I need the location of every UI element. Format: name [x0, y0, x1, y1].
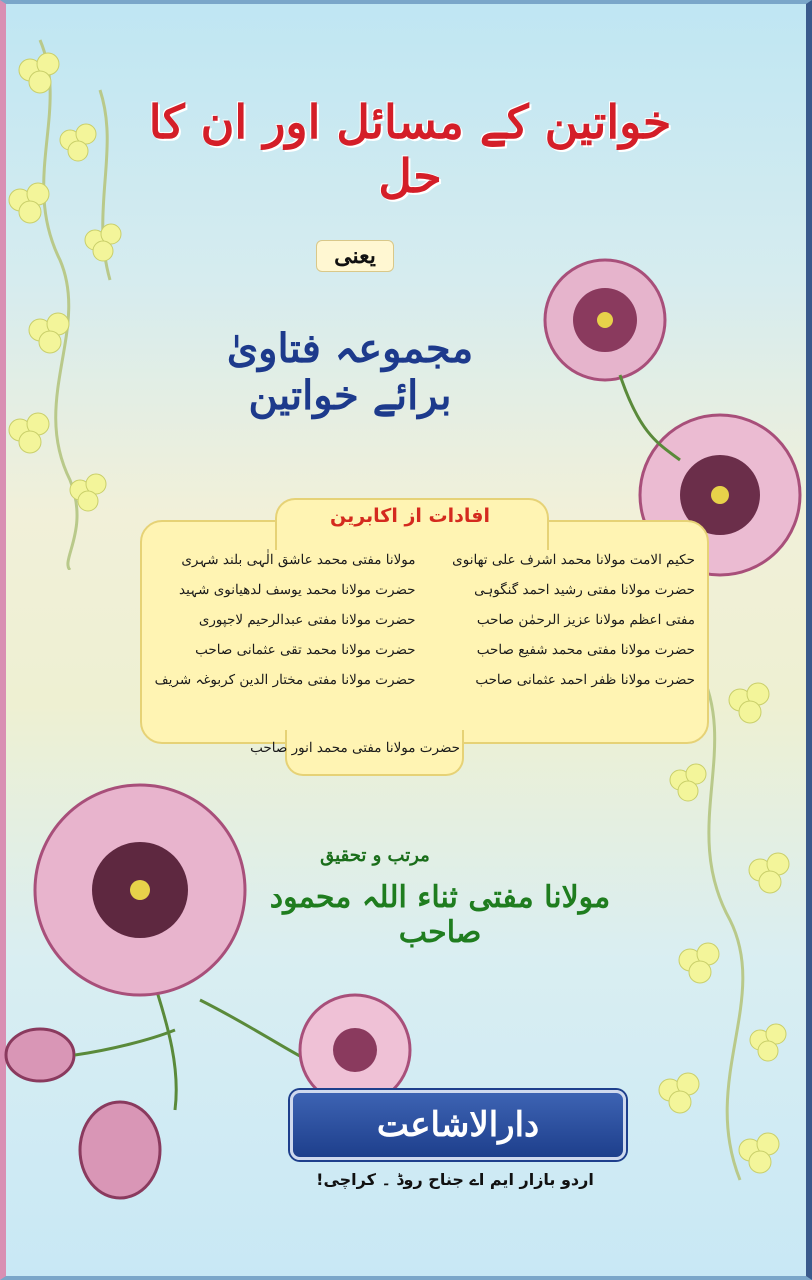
- book-title: خواتین کے مسائل اور ان کا حل: [148, 95, 672, 203]
- scholar-name: حضرت مولانا محمد یوسف لدھیانوی شہید: [179, 582, 416, 598]
- scholar-name: حضرت مولانا مفتی رشید احمد گنگوہی: [474, 582, 695, 598]
- scholar-name: مولانا مفتی محمد عاشق الٰہی بلند شہری: [181, 552, 416, 568]
- scholar-name: حضرت مولانا محمد تقی عثمانی صاحب: [195, 642, 416, 658]
- book-subtitle: مجموعہ فتاویٰ برائے خواتین: [226, 325, 474, 419]
- scholars-heading: افادات از اکابرین: [329, 505, 490, 527]
- publisher-address: اردو بازار ایم اے جناح روڈ ۔ کراچی!: [316, 1170, 594, 1189]
- compiler-name: مولانا مفتی ثناء اللہ محمود صاحب: [269, 880, 611, 950]
- scholar-name: حکیم الامت مولانا محمد اشرف علی تھانوی: [452, 552, 695, 568]
- scholar-name: حضرت مولانا مفتی عبدالرحیم لاجپوری: [198, 612, 416, 628]
- clover-vine-right-decoration: [640, 660, 810, 1220]
- compiler-label: مرتب و تحقیق: [320, 845, 430, 866]
- scholar-name: مفتی اعظم مولانا عزیز الرحمٰن صاحب: [476, 612, 695, 628]
- scholar-name: حضرت مولانا مفتی محمد شفیع صاحب: [476, 642, 695, 658]
- scholar-name: حضرت مولانا مفتی مختار الدین کربوغہ شریف: [154, 672, 416, 688]
- scholar-name: حضرت مولانا ظفر احمد عثمانی صاحب: [475, 672, 695, 688]
- connector-label: یعنی: [316, 240, 394, 272]
- scholars-list: [150, 548, 695, 692]
- scholar-name-last: حضرت مولانا مفتی محمد انور صاحب: [250, 740, 460, 756]
- publisher-logo: دارالاشاعت: [290, 1090, 626, 1160]
